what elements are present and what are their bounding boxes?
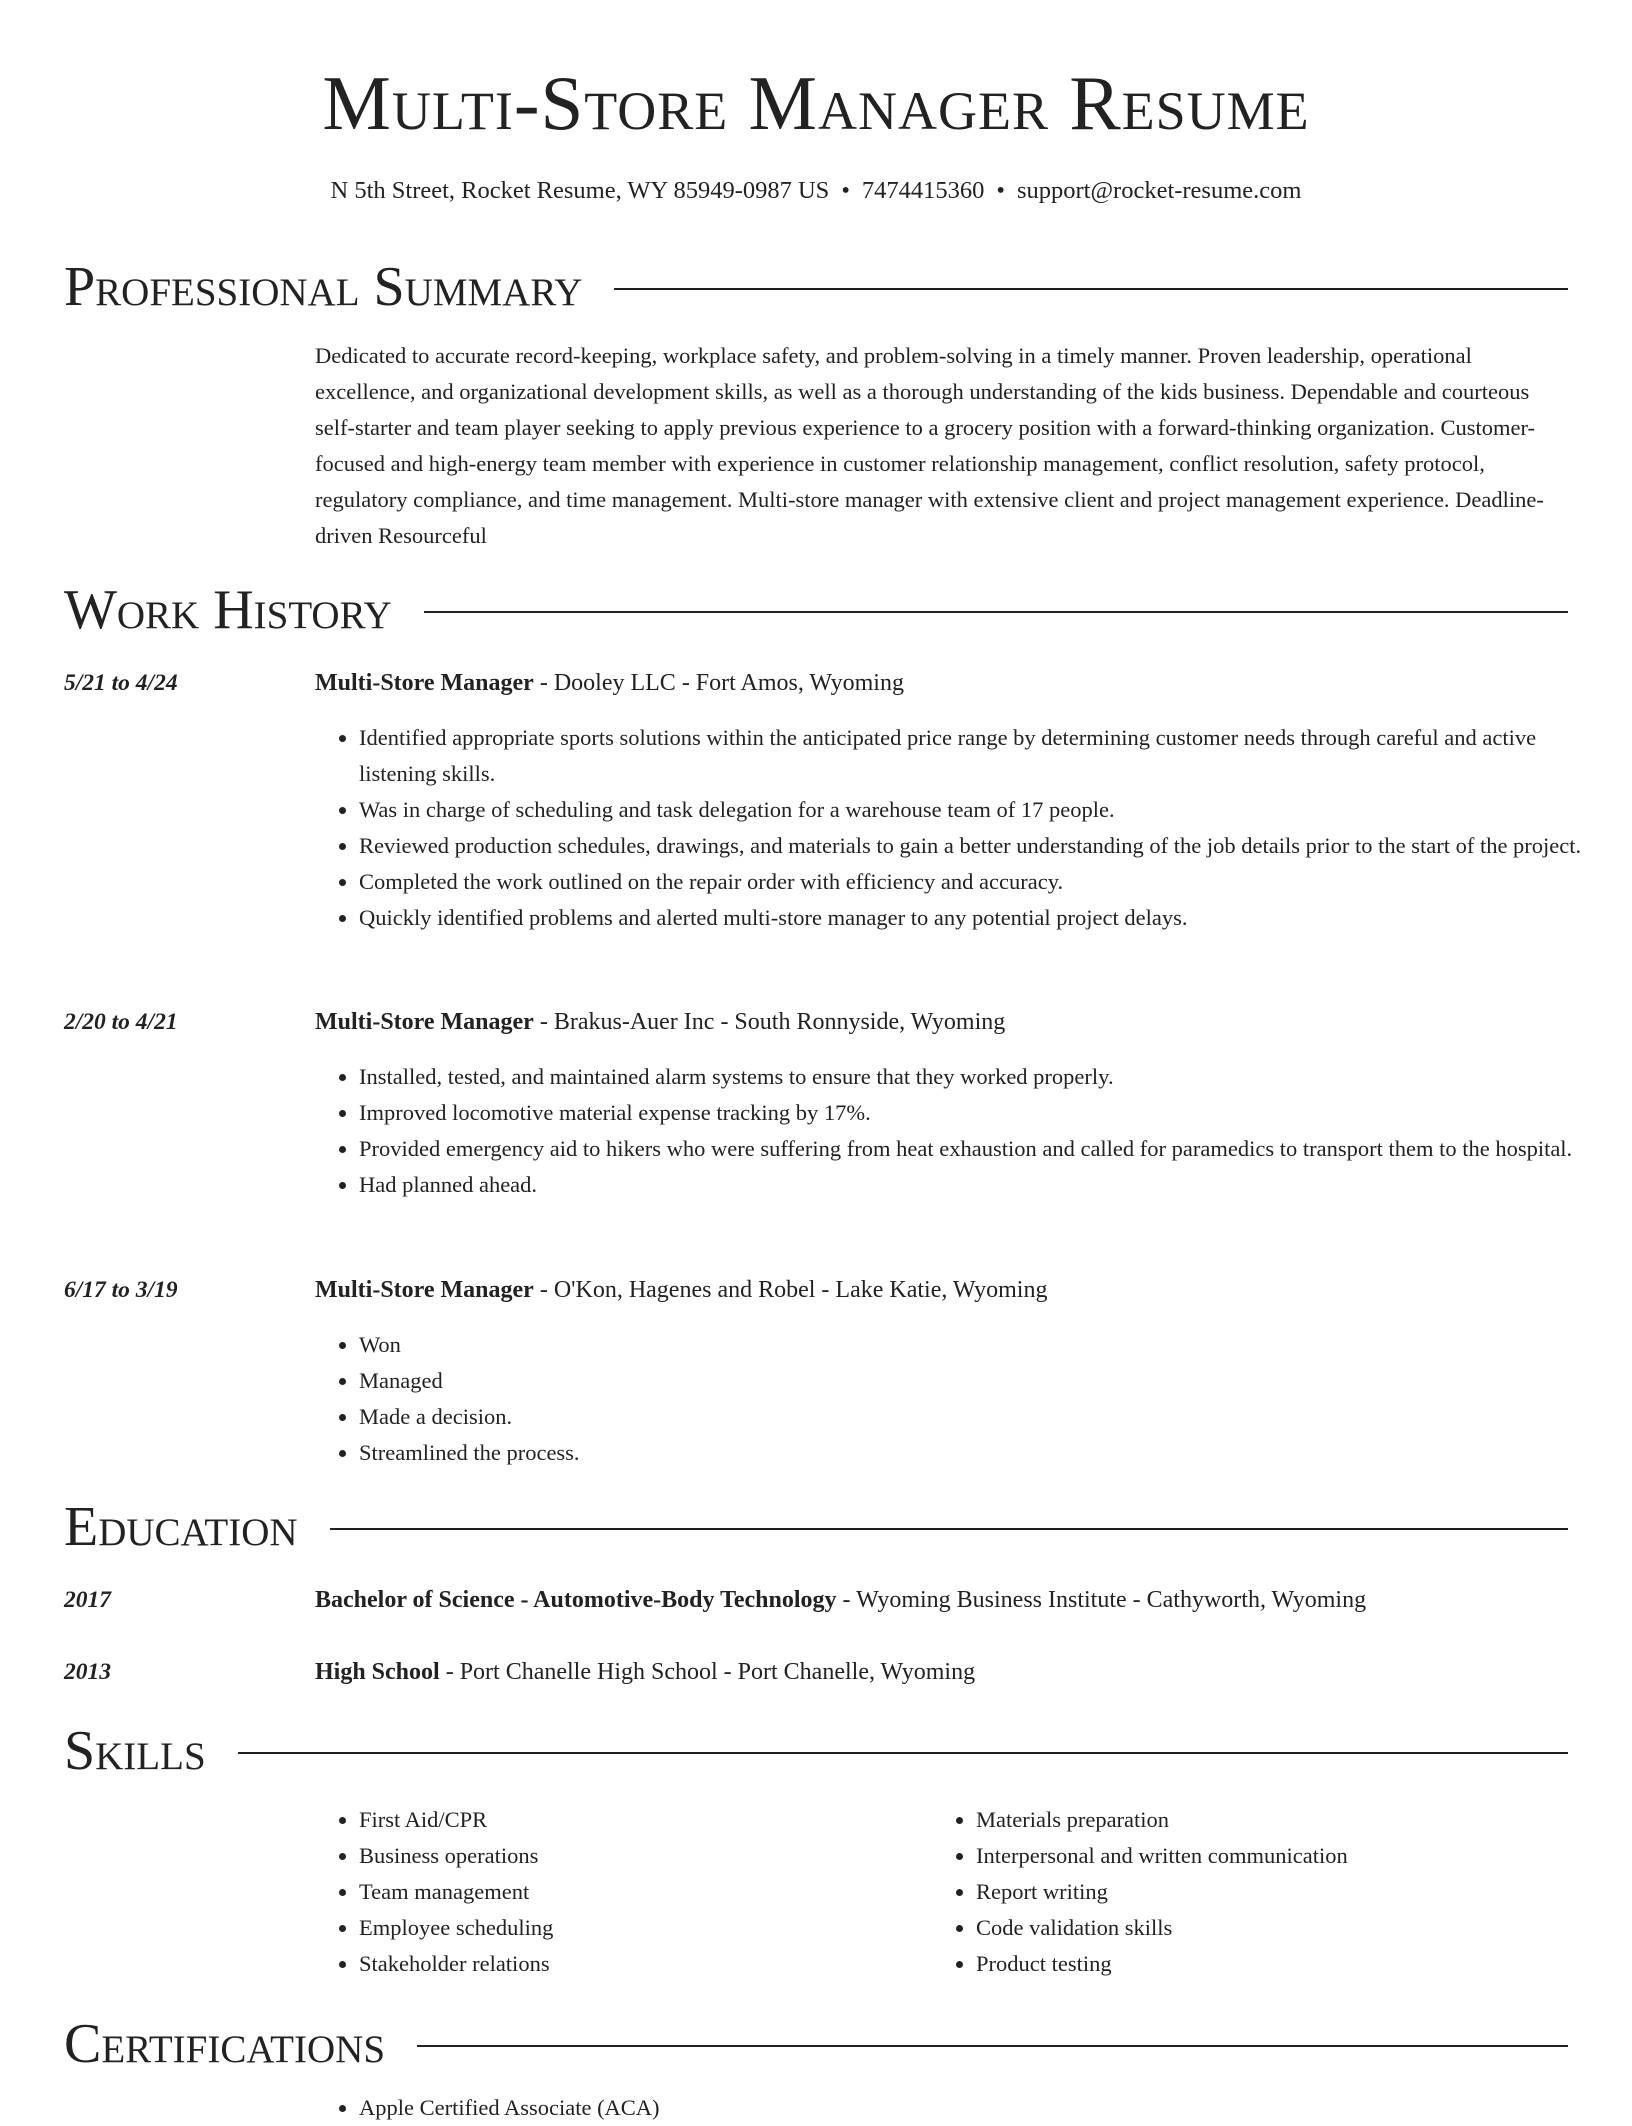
list-item: • Identified appropriate sports solutions within the anticipated price range by determining customer needs through careful and active listening skills. <box>359 720 1614 792</box>
section-heading: Education <box>64 1496 298 1558</box>
job-heading <box>315 1006 1570 1038</box>
list-item: • Won <box>359 1327 1614 1363</box>
section-summary-header <box>64 252 1568 322</box>
skill-item: • Business operations <box>359 1838 959 1874</box>
contact-separator: • <box>996 177 1005 204</box>
list-item: • Streamlined the process. <box>359 1435 1614 1471</box>
section-heading: Certifications <box>64 2013 386 2075</box>
job-bullets <box>315 720 1614 936</box>
skill-item: • Report writing <box>976 1874 1614 1910</box>
job-dates: 2/20 to 4/21 <box>64 1009 178 1035</box>
job-bullets <box>315 1327 1614 1471</box>
job-details: - Brakus-Auer Inc - South Ronnyside, Wyoming <box>533 1009 1006 1035</box>
education-entry <box>315 1656 1570 1688</box>
job-heading <box>315 667 1570 699</box>
job-title: Multi-Store Manager <box>315 670 534 696</box>
skill-item: • Interpersonal and written communication <box>976 1838 1614 1874</box>
section-rule <box>330 1528 1568 1530</box>
skills-list-left <box>315 1802 959 1982</box>
education-degree: High School <box>315 1659 440 1685</box>
skill-item: • Stakeholder relations <box>359 1946 959 1982</box>
section-rule <box>417 2045 1568 2047</box>
section-rule <box>424 611 1568 613</box>
contact-address: N 5th Street, Rocket Resume, WY 85949-0987 US <box>330 177 830 204</box>
skill-item: • Materials preparation <box>976 1802 1614 1838</box>
list-item: • Reviewed production schedules, drawings, and materials to gain a better understanding of the job details prior to the start of the project. <box>359 828 1614 864</box>
list-item: • Quickly identified problems and alerted multi-store manager to any potential project delays. <box>359 900 1614 936</box>
contact-separator: • <box>841 177 850 204</box>
job-details: - Dooley LLC - Fort Amos, Wyoming <box>533 670 904 696</box>
skill-item: • Product testing <box>976 1946 1614 1982</box>
list-item: • Made a decision. <box>359 1399 1614 1435</box>
education-details: - Port Chanelle High School - Port Chanelle, Wyoming <box>439 1659 976 1685</box>
list-item: • Managed <box>359 1363 1614 1399</box>
section-work-header <box>64 575 1568 645</box>
resume-title: Multi-Store Manager Resume <box>322 60 1310 146</box>
section-heading: Professional Summary <box>64 256 583 318</box>
list-item: • Installed, tested, and maintained alarm systems to ensure that they worked properly. <box>359 1059 1614 1095</box>
job-details: - O'Kon, Hagenes and Robel - Lake Katie, Wyoming <box>533 1277 1048 1303</box>
education-details: - Wyoming Business Institute - Cathyworth, Wyoming <box>836 1587 1367 1613</box>
job-dates: 5/21 to 4/24 <box>64 670 178 696</box>
contact-line <box>0 176 1632 206</box>
certifications-list <box>315 2090 1614 2126</box>
list-item: • Completed the work outlined on the repair order with efficiency and accuracy. <box>359 864 1614 900</box>
contact-email: support@rocket-resume.com <box>1016 177 1302 204</box>
education-year: 2013 <box>64 1659 111 1685</box>
section-heading: Work History <box>64 579 392 641</box>
list-item: • Was in charge of scheduling and task delegation for a warehouse team of 17 people. <box>359 792 1614 828</box>
job-dates: 6/17 to 3/19 <box>64 1277 178 1303</box>
skills-list-right <box>932 1802 1614 1982</box>
skill-item: • Employee scheduling <box>359 1910 959 1946</box>
list-item: • Provided emergency aid to hikers who were suffering from heat exhaustion and called for paramedics to transport them to the hospital. <box>359 1131 1614 1167</box>
section-heading: Skills <box>64 1720 206 1782</box>
education-entry <box>315 1584 1570 1616</box>
education-year: 2017 <box>64 1587 111 1613</box>
section-rule <box>238 1752 1568 1754</box>
section-rule <box>614 288 1568 290</box>
summary-text: Dedicated to accurate record-keeping, workplace safety, and problem-solving in a timely manner. Proven leadership, operational excellence, and organizational development skills, as well as a thorough understanding of the kids business. Dependable and courteous self-starter and team player seeking to apply previous experience to a grocery position with a forward-thinking organization. Customer-focused and high-energy team member with experience in customer relationship management, conflict resolution, safety protocol, regulatory compliance, and time management. Multi-store manager with extensive client and project management experience. Deadline-driven Resourceful <box>315 343 1544 548</box>
list-item: • Had planned ahead. <box>359 1167 1614 1203</box>
section-education-header <box>64 1492 1568 1562</box>
certification-item: • Apple Certified Associate (ACA) <box>359 2090 1614 2126</box>
skill-item: • Team management <box>359 1874 959 1910</box>
list-item: • Improved locomotive material expense tracking by 17%. <box>359 1095 1614 1131</box>
contact-phone: 7474415360 <box>861 177 985 204</box>
education-degree: Bachelor of Science - Automotive-Body Technology <box>315 1587 837 1613</box>
section-skills-header <box>64 1716 1568 1786</box>
skill-item: • First Aid/CPR <box>359 1802 959 1838</box>
job-title: Multi-Store Manager <box>315 1277 534 1303</box>
section-certifications-header <box>64 2009 1568 2079</box>
job-bullets <box>315 1059 1614 1203</box>
job-title: Multi-Store Manager <box>315 1009 534 1035</box>
job-heading <box>315 1274 1570 1306</box>
skill-item: • Code validation skills <box>976 1910 1614 1946</box>
